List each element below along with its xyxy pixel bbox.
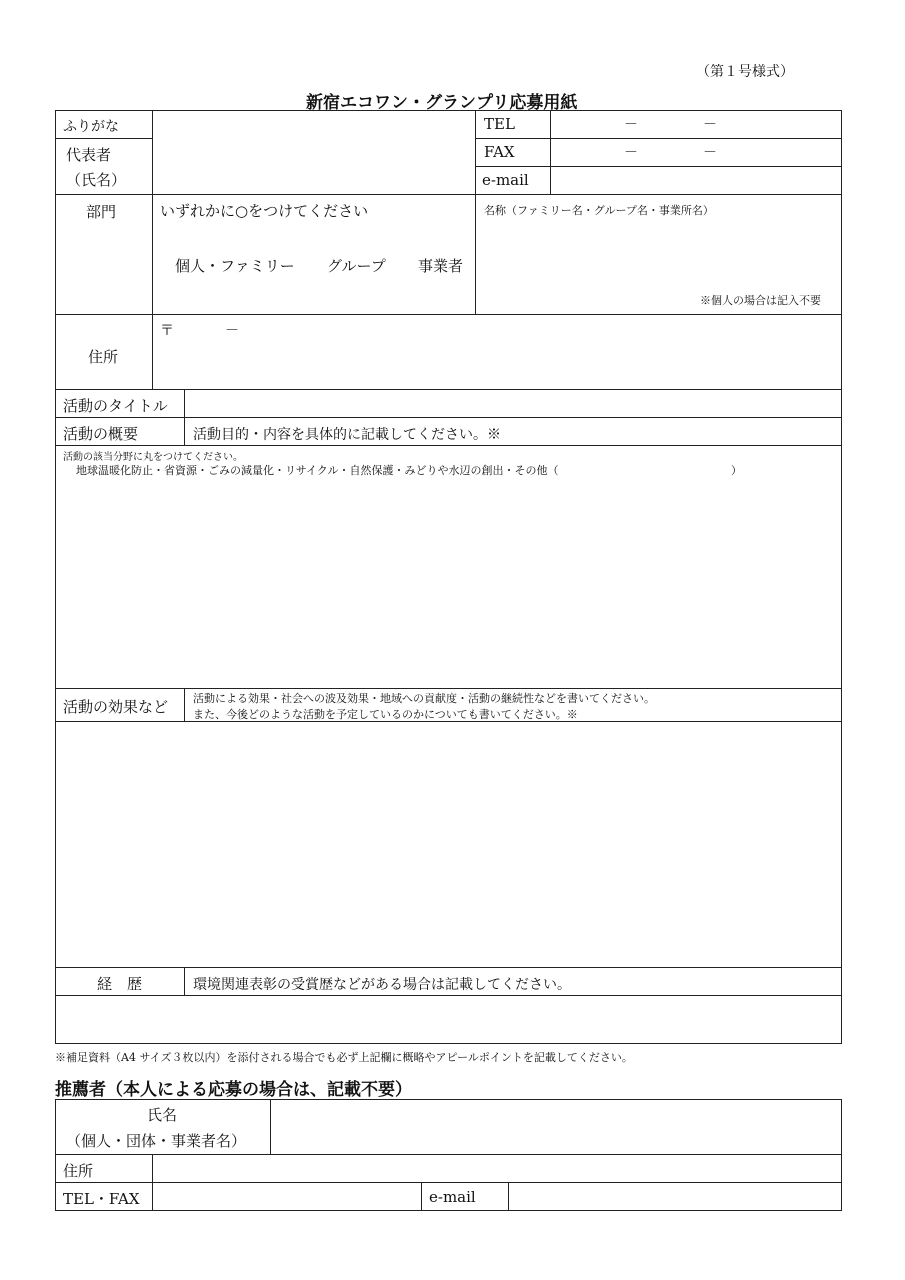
activity-field-instruction: 活動の該当分野に丸をつけてください。 — [63, 452, 243, 463]
postal-mark: 〒 — [160, 323, 174, 339]
email-label: e-mail — [482, 171, 529, 189]
activity-summary-field[interactable] — [57, 480, 840, 686]
activity-summary-instruction: 活動目的・内容を具体的に記載してください。※ — [193, 427, 501, 443]
recommender-name-field[interactable] — [272, 1101, 840, 1153]
recommender-email-field[interactable] — [510, 1184, 840, 1210]
fax-field[interactable] — [552, 140, 840, 165]
fax-label: FAX — [484, 143, 515, 161]
recommender-address-label: 住所 — [63, 1162, 94, 1180]
page-title: 新宿エコワン・グランプリ応募用紙 — [306, 93, 578, 113]
activity-effects-instruction: 活動による効果・社会への波及効果・地域への貢献度・活動の継続性などを書いてください。 — [193, 692, 655, 705]
activity-effects-field[interactable] — [57, 723, 840, 965]
recommender-telfax-label: TEL・FAX — [63, 1190, 140, 1208]
history-label: 経 歴 — [97, 975, 143, 993]
activity-effects-label: 活動の効果など — [63, 698, 169, 716]
postal-separator: － — [225, 323, 239, 339]
recommender-name-sublabel: （個人・団体・事業者名） — [66, 1132, 247, 1150]
recommender-heading: 推薦者（本人による応募の場合は、記載不要） — [55, 1080, 412, 1100]
category-instruction: いずれかに○をつけてください — [160, 202, 369, 220]
tel-field[interactable] — [552, 112, 840, 137]
recommender-address-field[interactable] — [154, 1156, 840, 1181]
furigana-label: ふりがな — [63, 119, 119, 135]
supplementary-note: ※補足資料（A4 サイズ３枚以内）を添付される場合でも必ず上記欄に概略やアピールポイントを記載してください。 — [55, 1051, 633, 1064]
activity-field-close: ） — [731, 464, 742, 477]
organization-name-note: ※個人の場合は記入不要 — [700, 294, 821, 307]
recommender-name-label: 氏名 — [147, 1106, 178, 1124]
activity-effects-instruction: また、今後どのような活動を予定しているのかについても書いてください。※ — [193, 708, 578, 721]
email-field[interactable] — [552, 168, 840, 193]
recommender-email-label: e-mail — [429, 1188, 476, 1206]
activity-title-field[interactable] — [186, 391, 840, 416]
activity-summary-label: 活動の概要 — [63, 425, 139, 443]
history-field[interactable] — [57, 997, 840, 1042]
representative-label: 代表者 — [66, 146, 112, 164]
category-option-individual[interactable]: 個人・ファミリー — [175, 257, 295, 275]
fax-separator: － — [703, 145, 717, 161]
address-field[interactable] — [154, 316, 840, 388]
tel-separator: － — [624, 117, 638, 133]
category-option-group[interactable]: グループ — [327, 257, 386, 275]
tel-separator: － — [703, 117, 717, 133]
form-number: （第１号様式） — [696, 64, 794, 80]
organization-name-field[interactable] — [478, 220, 840, 290]
fax-separator: － — [624, 145, 638, 161]
category-label: 部門 — [86, 203, 117, 221]
recommender-telfax-field[interactable] — [154, 1184, 420, 1210]
tel-label: TEL — [484, 115, 515, 133]
history-instruction: 環境関連表彰の受賞歴などがある場合は記載してください。 — [193, 977, 571, 993]
organization-name-label: 名称（ファミリー名・グループ名・事業所名） — [484, 204, 714, 217]
activity-title-label: 活動のタイトル — [63, 397, 168, 415]
furigana-field[interactable] — [154, 112, 473, 137]
representative-sublabel: （氏名） — [66, 171, 127, 189]
address-label: 住所 — [88, 348, 119, 366]
category-option-business[interactable]: 事業者 — [418, 257, 464, 275]
activity-field-options[interactable]: 地球温暖化防止・省資源・ごみの減量化・リサイクル・自然保護・みどりや水辺の創出・その他（ — [76, 464, 559, 477]
representative-name-field[interactable] — [154, 140, 473, 193]
